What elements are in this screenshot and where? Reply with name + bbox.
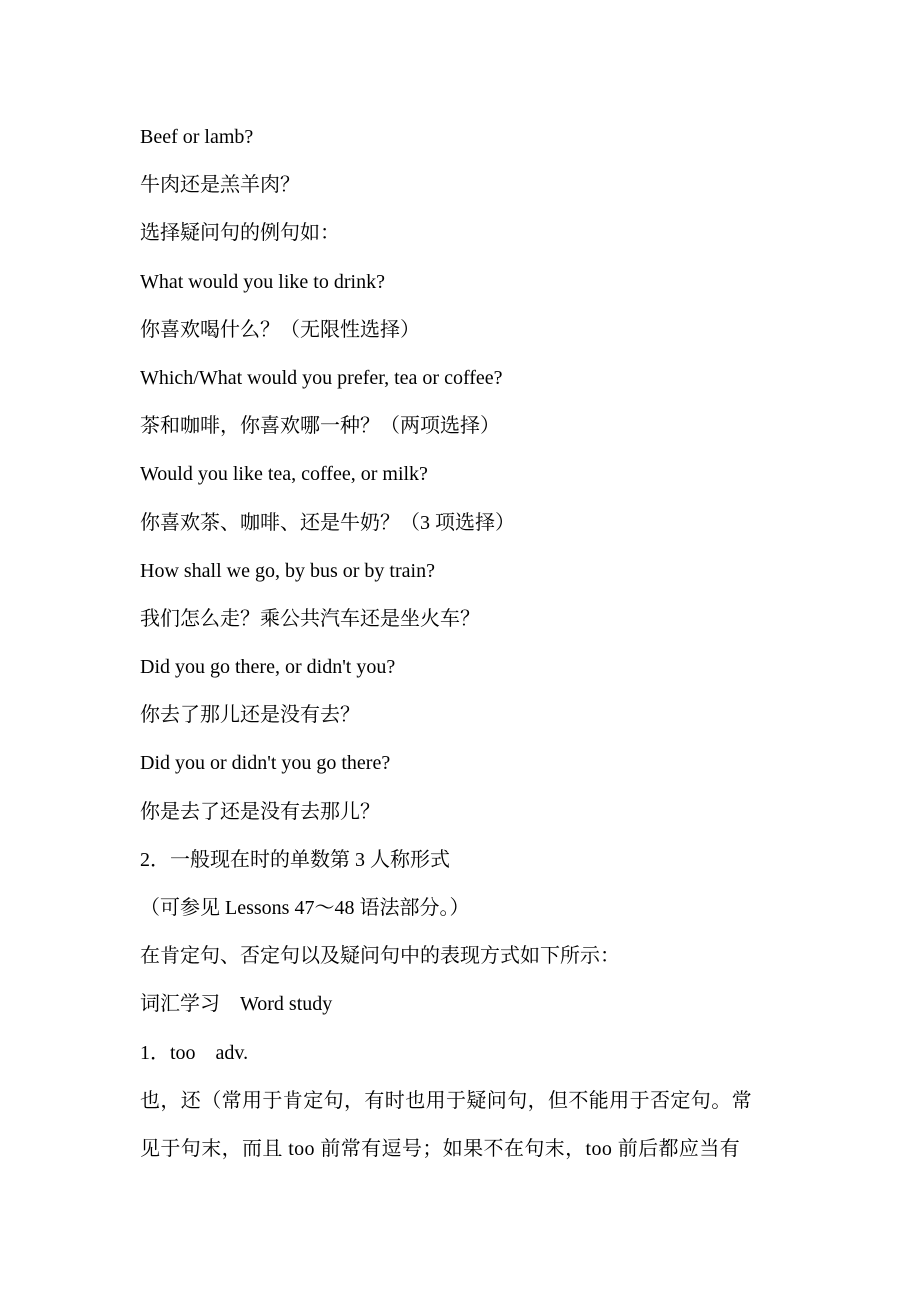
text-line: 我们怎么走？乘公共汽车还是坐火车？ <box>140 607 480 630</box>
text-line: 你喜欢茶、咖啡、还是牛奶？（3 项选择） <box>140 511 515 534</box>
text-line: 你去了那儿还是没有去？ <box>140 704 360 727</box>
text-line: 也，还（常用于肯定句，有时也用于疑问句，但不能用于否定句。常 <box>140 1089 752 1112</box>
text-line: 在肯定句、否定句以及疑问句中的表现方式如下所示： <box>140 945 620 968</box>
text-line: Did you or didn't you go there? <box>140 752 391 775</box>
text-line: Did you go there, or didn't you? <box>140 656 396 679</box>
text-line: 你是去了还是没有去那儿？ <box>140 800 380 823</box>
text-line: 牛肉还是羔羊肉？ <box>140 174 300 197</box>
text-line: 茶和咖啡，你喜欢哪一种？（两项选择） <box>140 415 500 438</box>
section-heading: 词汇学习 Word study <box>140 993 333 1016</box>
document-page <box>140 113 800 1173</box>
text-line: 选择疑问句的例句如： <box>140 222 340 245</box>
text-line: What would you like to drink? <box>140 270 385 293</box>
vocab-entry: 1．too adv. <box>140 1041 249 1064</box>
text-line: Which/What would you prefer, tea or coffee? <box>140 366 503 389</box>
text-line: Would you like tea, coffee, or milk? <box>140 463 428 486</box>
section-heading: 2．一般现在时的单数第 3 人称形式 <box>140 848 450 871</box>
text-line: 见于句末，而且 too 前常有逗号；如果不在句末，too 前后都应当有 <box>140 1137 741 1160</box>
text-line: 你喜欢喝什么？（无限性选择） <box>140 318 420 341</box>
text-line: How shall we go, by bus or by train? <box>140 559 435 582</box>
text-line: （可参见 Lessons 47～48 语法部分。） <box>140 897 470 919</box>
text-line: Beef or lamb? <box>140 126 254 148</box>
